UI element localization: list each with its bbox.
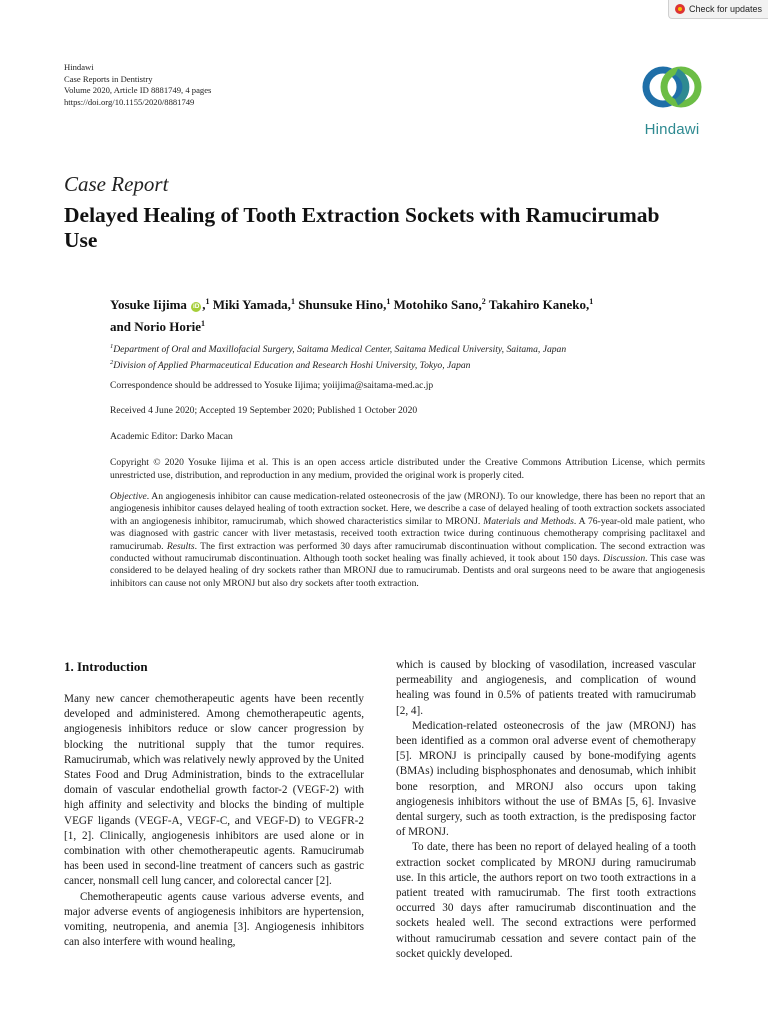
publication-dates: Received 4 June 2020; Accepted 19 September 2020; Published 1 October 2020	[110, 405, 418, 416]
affiliation-ref: 2	[481, 297, 486, 306]
paper-title: Delayed Healing of Tooth Extraction Sockets with Ramucirumab Use	[64, 203, 660, 252]
paragraph: which is caused by blocking of vasodilation, increased vascular permeability and angiogenesis, and complication of wound healing was found in 0.5% of patients treated with ramucirumab [2, 4].	[396, 659, 696, 717]
abstract-discussion: . This case was considered to be delayed healing of dry sockets rather than MRONJ due to ramucirumab. Dentists and oral surgeons need to be aware that angiogenesis inhibitors can cause not only MRONJ but also dry sockets after tooth extraction.	[110, 553, 705, 589]
author-name[interactable]: Motohiko Sano,	[393, 297, 482, 312]
affiliation-ref: 1	[386, 297, 391, 306]
paragraph: Many new cancer chemotherapeutic agents have been recently developed and administered. Among chemotherapeutic agents, angiogenesis inhibitors reduce or slow cancer progression by blocking the nutritional supply that the tumor requires. Ramucirumab, which was relatively newly approved by the United States Food and Drug Administration, binds to the extracellular domain of vascular endothelial growth factor-2 (VEGF-2) with high affinity and selectivity and blocks the binding of multiple VEGF ligands (VEGF-A, VEGF-C, and VEGF-D) to VEGFR-2 [1, 2]. Clinically, angiogenesis inhibitors are used alone or in combination with other chemotherapeutic agents. Ramucirumab has been used in second-line treatment of cancers such as gastric cancer, nonsmall cell lung cancer, and colorectal cancer [2].	[64, 693, 364, 888]
affiliations	[110, 340, 705, 372]
affiliation-number: 2	[110, 359, 114, 366]
affiliation-number: 1	[110, 343, 114, 350]
abstract-objective: . An angiogenesis inhibitor can cause medication-related osteonecrosis of the jaw (MRONJ). To our knowledge, there has been no report that an angiogenesis inhibitor causes delayed healing of tooth extraction socket. Here, we describe a case of delayed healing of tooth extraction sockets associated with an angiogenesis inhibitor, ramucirumab, which showed characteristics similar to MRONJ.	[110, 491, 705, 527]
article-type: Case Report	[64, 172, 169, 196]
affiliation	[110, 340, 705, 356]
paragraph: Medication-related osteonecrosis of the jaw (MRONJ) has been identified as a common oral adverse event of chemotherapy [5]. MRONJ is principally caused by bone-modifying agents (BMAs) including bisphosphonates and denosumab, which inhibit bone resorption, and MRONJ also occurs upon taking angiogenesis inhibitors without the use of BMAs [5, 6]. Invasive dental surgery, such as tooth extraction, is the predisposing factor of MRONJ.	[396, 719, 696, 839]
body-column-right	[396, 658, 696, 962]
affiliation-ref: 1	[205, 297, 210, 306]
hindawi-rings-icon	[636, 62, 708, 114]
abstract-label-methods: Materials and Methods	[483, 515, 574, 527]
doi-link[interactable]: https://doi.org/10.1155/2020/8881749	[64, 96, 195, 107]
author-name[interactable]: and Norio Horie	[110, 319, 201, 334]
abstract-label-discussion: Discussion	[603, 553, 646, 565]
affiliation-ref: 1	[290, 297, 295, 306]
copyright-notice: Copyright © 2020 Yosuke Iijima et al. This is an open access article distributed under the Creative Commons Attribution License, which permits unrestricted use, distribution, and reproduction in any medium, provided the original work is properly cited.	[110, 457, 705, 481]
section-heading: 1. Introduction	[64, 659, 148, 674]
affiliation-ref: 1	[201, 319, 205, 328]
body-column-left	[64, 658, 364, 950]
abstract-methods: . A 76-year-old male patient, who was diagnosed with gastric cancer with liver metastasis, received tooth extraction twice during continuous chemotherapy comprising paclitaxel and ramucirumab.	[110, 515, 705, 552]
abstract-label-results: Results	[166, 540, 195, 552]
paragraph: To date, there has been no report of delayed healing of a tooth extraction socket complicated by MRONJ during ramucirumab use. In this article, the authors report on two tooth extractions in a patient treated with ramucirumab. The first tooth extractions occurred 30 days after ramucirumab discontinuation and the sockets healed well. The second extractions were performed without ramucirumab cessation and severe contact pain of the socket quickly developed.	[396, 841, 696, 960]
affiliation-text: Department of Oral and Maxillofacial Surgery, Saitama Medical Center, Saitama Medical University, Saitama, Japan	[113, 344, 567, 355]
paragraph: Chemotherapeutic agents cause various adverse events, and major adverse events of angiogenesis inhibitors are hypertension, vomiting, neutropenia, and anemia [3]. Angiogenesis inhibitors can also interfere with wound healing,	[64, 890, 364, 949]
affiliation-text: Division of Applied Pharmaceutical Education and Research Hoshi University, Tokyo, Japan	[113, 360, 471, 371]
orcid-icon[interactable]: iD	[192, 303, 200, 310]
author-list: Yosuke Iijima iD ,$^1$ Miki Yamada,$^1$ Shunsuke Hino,$^1$ Motohiko Sano,$^2$ Takahiro Kaneko,$^1$ and Norio Horie$^1$	[110, 297, 594, 334]
affiliation	[110, 356, 705, 372]
volume-info: Volume 2020, Article ID 8881749, 4 pages	[64, 85, 212, 95]
abstract-label-objective: Objective	[110, 491, 147, 502]
author-name[interactable]: Shunsuke Hino,	[298, 297, 387, 312]
author-name[interactable]: Miki Yamada,	[212, 297, 291, 312]
author-name[interactable]: Takahiro Kaneko,	[488, 297, 590, 312]
abstract-results: . The first extraction was performed 30 days after ramucirumab discontinuation without complication. The second extraction was conducted without ramucirumab discontinuation. Although tooth socket healing was finally achieved, it took about 150 days.	[110, 540, 705, 565]
journal-name: Case Reports in Dentistry	[64, 73, 153, 84]
check-for-updates-badge[interactable]	[668, 0, 768, 19]
affiliation-ref: 1	[589, 297, 594, 306]
author-name[interactable]: Yosuke Iijima	[110, 297, 187, 312]
hindawi-logo-word: Hindawi	[644, 121, 700, 138]
publisher-name: Hindawi	[64, 62, 94, 72]
journal-info	[64, 62, 211, 108]
hindawi-logo	[636, 62, 708, 138]
check-for-updates-label: Check for updates	[689, 4, 763, 14]
correspondence: Correspondence should be addressed to Yosuke Iijima; yoiijima@saitama-med.ac.jp	[110, 380, 434, 391]
academic-editor: Academic Editor: Darko Macan	[110, 431, 233, 442]
crossmark-icon	[675, 4, 685, 14]
abstract	[110, 491, 705, 590]
